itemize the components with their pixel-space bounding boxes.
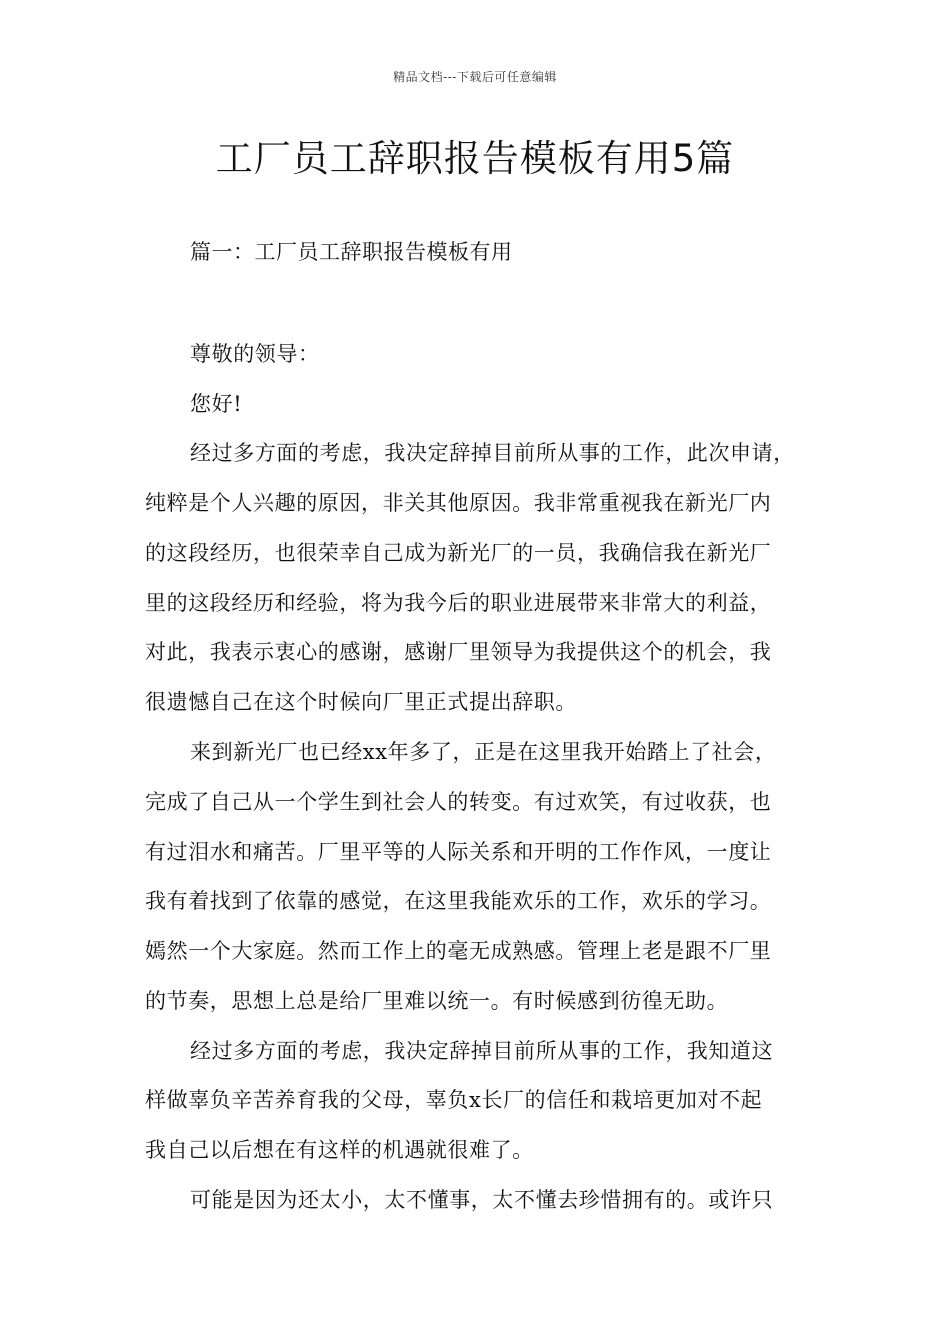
body-line: 我有着找到了依靠的感觉，在这里我能欢乐的工作，欢乐的学习。 [145,889,772,913]
body-line: 的节奏，思想上总是给厂里难以统一。有时候感到彷徨无助。 [145,989,729,1013]
greeting: 您好! [190,392,243,416]
salutation: 尊敬的领导： [190,342,320,366]
body-line: 的这段经历，也很荣幸自己成为新光厂的一员，我确信我在新光厂 [145,541,772,565]
body-line: 很遗憾自己在这个时候向厂里正式提出辞职。 [145,690,577,714]
body-line: 来到新光厂也已经xx年多了，正是在这里我开始踏上了社会， [190,740,777,764]
body-line: 嫣然一个大家庭。然而工作上的毫无成熟感。管理上老是跟不厂里 [145,939,772,963]
document-title: 工厂员工辞职报告模板有用5篇 [215,137,735,180]
body-line: 完成了自己从一个学生到社会人的转变。有过欢笑，有过收获，也 [145,790,772,814]
body-line: 有过泪水和痛苦。厂里平等的人际关系和开明的工作作风，一度让 [145,840,772,864]
body-line: 纯粹是个人兴趣的原因，非关其他原因。我非常重视我在新光厂内 [145,491,772,515]
section-heading: 篇一：工厂员工辞职报告模板有用 [190,240,513,264]
body-line: 里的这段经历和经验，将为我今后的职业进展带来非常大的利益， [145,591,772,615]
body-line: 样做辜负辛苦养育我的父母，辜负x长厂的信任和栽培更加对不起 [145,1088,763,1112]
body-line: 对此，我表示衷心的感谢，感谢厂里领导为我提供这个的机会，我 [145,640,772,664]
body-line: 经过多方面的考虑，我决定辞掉目前所从事的工作，此次申请， [190,441,795,465]
body-line: 我自己以后想在有这样的机遇就很难了。 [145,1138,534,1162]
body-line: 经过多方面的考虑，我决定辞掉目前所从事的工作，我知道这 [190,1039,774,1063]
body-line: 可能是因为还太小，太不懂事，太不懂去珍惜拥有的。或许只 [190,1188,774,1212]
header-note: 精品文档---下载后可任意编辑 [393,70,557,84]
